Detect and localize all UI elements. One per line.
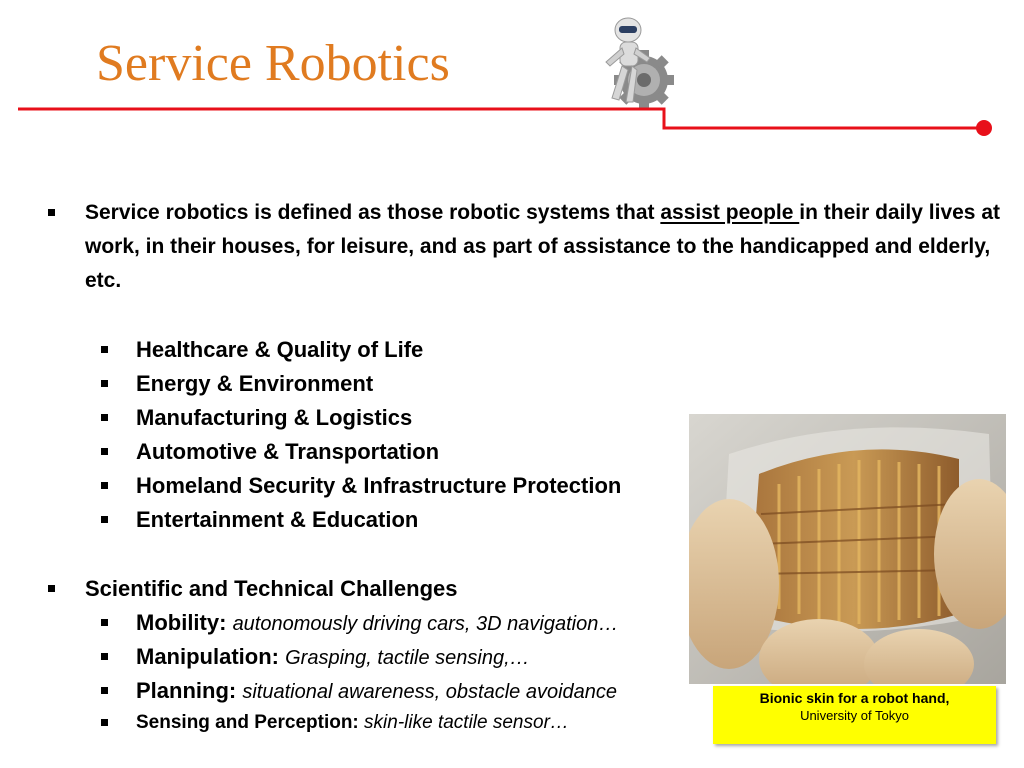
- challenge-label: Manipulation:: [136, 644, 279, 669]
- challenge-detail: autonomously driving cars, 3D navigation…: [232, 613, 619, 635]
- challenge-label: Mobility:: [136, 610, 227, 635]
- intro-underlined: assist people: [660, 201, 800, 224]
- caption-title: Bionic skin for a robot hand,: [759, 690, 950, 706]
- challenge-item: [136, 674, 617, 709]
- bullet-square: [101, 687, 108, 694]
- bullet-square: [101, 380, 108, 387]
- intro-text-tail: in their daily lives at work, in their houses, for leisure, and as part of assistance to the handicapped and elderly, etc.: [85, 201, 1000, 292]
- challenge-item: [136, 606, 618, 641]
- bullet-square: [101, 619, 108, 626]
- domain-item: Energy & Environment: [136, 371, 374, 396]
- bullet-square: [48, 209, 55, 216]
- bionic-skin-photo: [689, 414, 1006, 684]
- intro-text: Service robotics is defined as those robotic systems that: [85, 201, 661, 224]
- domain-item: Manufacturing & Logistics: [136, 405, 413, 430]
- bullet-square: [101, 346, 108, 353]
- bionic-skin-illustration: [689, 414, 1006, 684]
- challenge-detail: Grasping, tactile sensing,…: [285, 647, 530, 669]
- bullet-square: [101, 482, 108, 489]
- challenge-label: Sensing and Perception:: [136, 712, 359, 733]
- challenges-heading: Scientific and Technical Challenges: [85, 576, 458, 601]
- title-underline-rule: [0, 0, 1024, 150]
- challenge-item: [136, 706, 569, 740]
- bullet-square: [101, 653, 108, 660]
- intro-paragraph: [85, 196, 1000, 298]
- figure-caption: [713, 686, 996, 744]
- challenge-label: Planning:: [136, 678, 237, 703]
- caption-source: University of Tokyo: [800, 708, 909, 723]
- domain-item: Healthcare & Quality of Life: [136, 337, 424, 362]
- challenge-detail: skin-like tactile sensor…: [364, 712, 569, 733]
- challenge-item: [136, 640, 530, 675]
- bullet-square: [101, 719, 108, 726]
- bullet-square: [101, 516, 108, 523]
- challenge-detail: situational awareness, obstacle avoidance: [242, 681, 618, 703]
- bullet-square: [101, 448, 108, 455]
- bullet-square: [101, 414, 108, 421]
- domain-item: Homeland Security & Infrastructure Protection: [136, 473, 622, 498]
- bullet-square: [48, 585, 55, 592]
- slide-title: Service Robotics: [96, 35, 450, 92]
- domain-item: Entertainment & Education: [136, 507, 419, 532]
- domain-item: Automotive & Transportation: [136, 439, 440, 464]
